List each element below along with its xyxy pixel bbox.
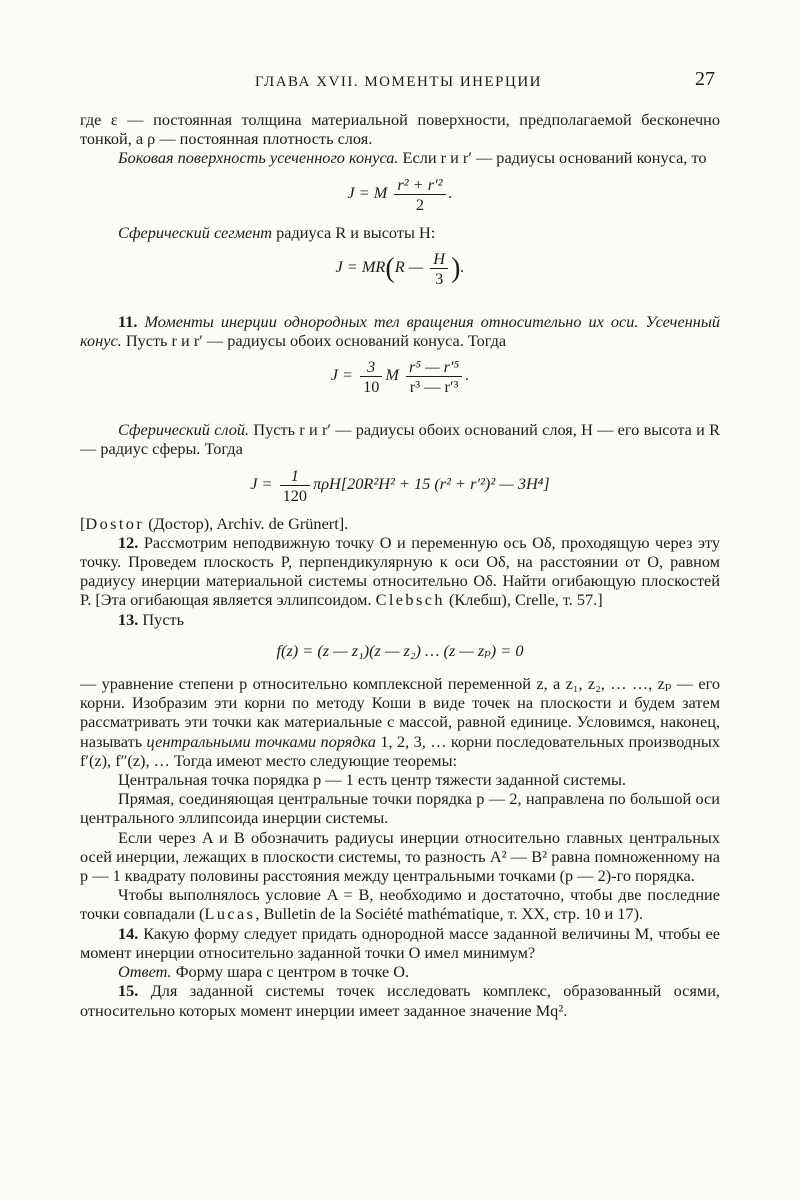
spacer xyxy=(80,297,720,312)
page-number: 27 xyxy=(695,68,715,90)
paragraph-10 xyxy=(80,770,720,789)
paragraph-9 xyxy=(80,674,720,770)
paragraph-3-heading: Сферический сегмент xyxy=(118,222,273,242)
eq3-denominator: r³ — r′³ xyxy=(409,377,459,397)
eq3-lhs: J = xyxy=(330,365,354,385)
eq3-fraction xyxy=(406,357,462,396)
eq2-end: . xyxy=(460,257,465,277)
paragraph-15-text: Форму шара с центром в точке O. xyxy=(171,962,410,982)
equation-2 xyxy=(80,249,720,288)
spacer xyxy=(80,405,720,420)
paragraph-11 xyxy=(80,789,720,827)
eq4-denominator: 120 xyxy=(282,485,308,505)
paragraph-9-text-a: — уравнение степени p относительно комплексной переменной z, а z₁, z₂, … …, zₚ — его корни. Изобразим эти корни по методу Коши в виде точек на плоскости и будем затем рассматривать эти точки как материальные с массой, равной единице. Условимся, наконец, называть xyxy=(80,674,720,751)
eq1-denominator: 2 xyxy=(415,194,425,214)
item-number-11: 11. xyxy=(118,311,138,331)
paragraph-4 xyxy=(80,312,720,350)
item-number-12: 12. xyxy=(118,532,139,552)
eq3-end: . xyxy=(465,365,470,385)
author-lucas: Lucas xyxy=(204,904,256,924)
paragraph-4-heading: Моменты инерции однородных тел вращения относительно их оси. Усеченный конус. xyxy=(80,311,720,351)
paragraph-10-text: Центральная точка порядка p — 1 есть центр тяжести заданной системы. xyxy=(118,770,627,790)
paragraph-16-text: Для заданной системы точек исследовать комплекс, образованный осями, относительно которых момент инерции имеет заданное значение Mq². xyxy=(80,981,720,1020)
paragraph-9-term: центральными точками порядка xyxy=(146,731,376,751)
eq1-numerator: r² + r′² xyxy=(394,175,445,195)
eq4-numerator: 1 xyxy=(280,466,310,486)
paragraph-1-text: где ε — постоянная толщина материальной поверхности, предполагаемой бесконечно тонкой, а ρ — постоянная плотность слоя. xyxy=(80,110,720,149)
paragraph-13-text-a: Чтобы выполнялось условие A = B, необходимо и достаточно, чтобы две последние точки совпадали ( xyxy=(80,885,720,924)
eq2-denominator: 3 xyxy=(435,268,444,288)
eq3-coef-denominator: 10 xyxy=(363,377,380,397)
item-number-13: 13. xyxy=(118,609,139,629)
paragraph-13-text-b: , Bulletin de la Société mathématique, т. XX, стр. 10 и 17). xyxy=(255,904,644,924)
paragraph-5-text: Пусть r и r′ — радиусы обоих оснований слоя, H — его высота и R — радиус сферы. Тогда xyxy=(80,420,721,459)
equation-3 xyxy=(80,357,720,396)
eq4-fraction xyxy=(280,466,310,505)
item-number-15: 15. xyxy=(118,981,139,1001)
eq3-mass: M xyxy=(385,365,399,385)
paragraph-3-text: радиуса R и высоты H: xyxy=(272,222,436,242)
equation-1 xyxy=(80,175,720,214)
paragraph-4-text: Пусть r и r′ — радиусы обоих оснований конуса. Тогда xyxy=(121,331,507,351)
eq4-lhs: J = xyxy=(250,473,273,493)
paragraph-5 xyxy=(80,420,720,458)
paragraph-8 xyxy=(80,610,720,629)
paragraph-2 xyxy=(80,148,720,167)
eq3-numerator: r⁵ — r′⁵ xyxy=(406,357,462,377)
paragraph-15 xyxy=(80,962,720,981)
equation-4 xyxy=(80,466,720,505)
paragraph-7-tail: (Клебш), Crelle, т. 57.] xyxy=(444,590,603,610)
paragraph-2-heading: Боковая поверхность усеченного конуса. xyxy=(118,148,399,168)
page-body xyxy=(80,110,720,1020)
paragraph-12-text: Если через A и B обозначить радиусы инерции относительно главных центральных осей инерции, лежащих в плоскости системы, то разность A² — B² равна помноженному на p — 1 квадрату половины расстояния между центральными точками (p — 2)-го порядка. xyxy=(80,827,720,886)
running-header xyxy=(0,68,799,96)
eq2-close-paren: ) xyxy=(451,252,461,284)
paragraph-14-text: Какую форму следует придать однородной массе заданной величины M, чтобы ее момент инерции относительно заданной точки O имел минимум? xyxy=(80,923,720,962)
eq5-text: f(z) = (z — z₁)(z — z₂) … (z — zₚ) = 0 xyxy=(276,640,524,660)
paragraph-12 xyxy=(80,828,720,886)
paragraph-7-text: Рассмотрим неподвижную точку O и переменную ось Oδ, проходящую через эту точку. Проведем плоскость P, перпендикулярную к оси Oδ, на расстоянии от O, равном радиусу инерции материальной системы относительно Oδ. Найти огибающую плоскостей P. [Эта огибающая является эллипсоидом. xyxy=(80,532,720,610)
bracket-open: [ xyxy=(80,513,86,533)
paragraph-16 xyxy=(80,981,720,1019)
author-dostor: Dostor xyxy=(85,513,145,533)
eq2-lhs: J = MR xyxy=(335,257,386,277)
paragraph-11-text: Прямая, соединяющая центральные точки порядка p — 2, направлена по большой оси центрального эллипсоида инерции системы. xyxy=(80,789,720,828)
eq2-mid: R — xyxy=(394,257,424,277)
eq3-coef-numerator: 3 xyxy=(360,357,382,377)
eq3-fraction-coef xyxy=(360,357,382,396)
paragraph-6-text: (Достор), Archiv. de Grünert]. xyxy=(144,513,349,533)
paragraph-8-text: Пусть xyxy=(138,609,185,629)
chapter-title: ГЛАВА XVII. МОМЕНТЫ ИНЕРЦИИ xyxy=(255,74,543,90)
paragraph-6 xyxy=(80,514,720,533)
paragraph-14 xyxy=(80,924,720,962)
paragraph-5-heading: Сферический слой. xyxy=(118,420,250,440)
eq4-rhs: πρH[20R²H² + 15 (r² + r′²)² — 3H⁴] xyxy=(313,473,550,493)
paragraph-7 xyxy=(80,533,720,610)
eq1-fraction xyxy=(394,175,445,214)
answer-label: Ответ. xyxy=(118,962,172,982)
equation-5 xyxy=(80,641,720,660)
paragraph-2-text: Если r и r′ — радиусы оснований конуса, то xyxy=(398,148,707,168)
paragraph-1 xyxy=(80,110,720,148)
paragraph-9-text-b: 1, 2, 3, … корни последовательных производных f′(z), f″(z), … Тогда имеют место следующие теоремы: xyxy=(80,731,720,770)
paragraph-13 xyxy=(80,885,720,923)
eq2-fraction xyxy=(430,249,448,288)
eq1-end: . xyxy=(448,182,453,202)
paragraph-3 xyxy=(80,223,720,242)
eq2-open-paren: ( xyxy=(385,252,395,284)
author-clebsch: Clebsch xyxy=(375,590,445,610)
eq1-lhs: J = M xyxy=(347,182,388,202)
eq2-numerator: H xyxy=(430,249,448,269)
item-number-14: 14. xyxy=(118,923,139,943)
